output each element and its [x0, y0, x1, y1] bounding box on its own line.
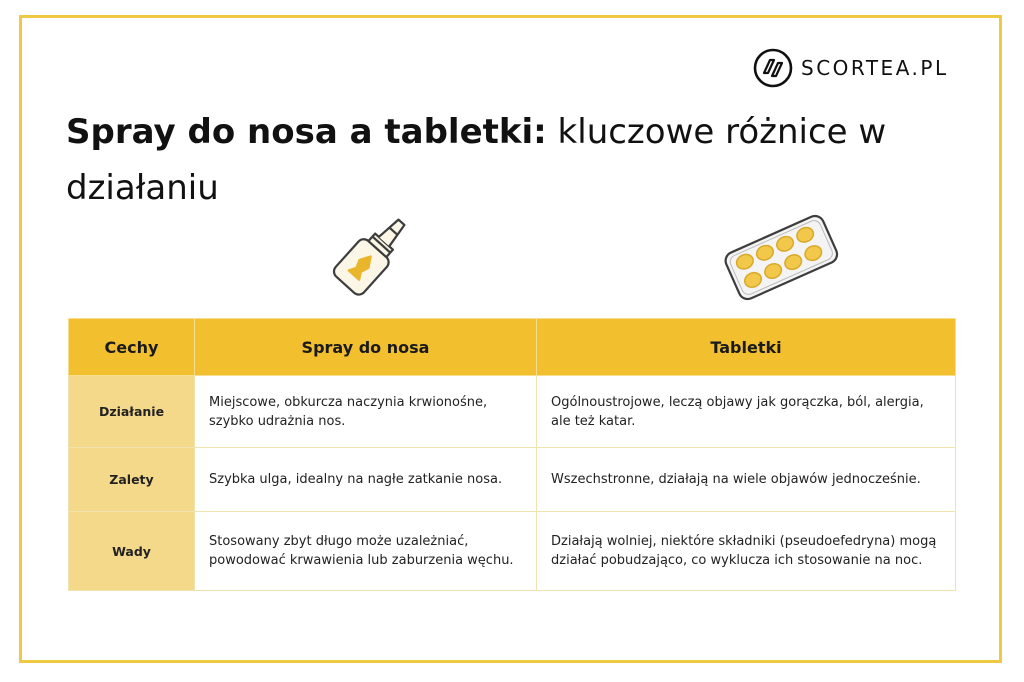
header-cechy: Cechy	[69, 319, 195, 376]
feature-cell: Działanie	[69, 376, 195, 448]
tablets-cell: Wszechstronne, działają na wiele objawów jednocześnie.	[537, 448, 956, 512]
tablets-cell: Ogólnoustrojowe, leczą objawy jak gorączka, ból, alergia, ale też katar.	[537, 376, 956, 448]
title-rest: kluczowe różnice w działaniu	[66, 112, 887, 208]
scortea-logo-icon	[753, 48, 793, 88]
nasal-spray-icon	[322, 203, 422, 303]
brand-logo[interactable]	[753, 48, 949, 88]
header-spray: Spray do nosa	[195, 319, 537, 376]
brand-name: SCORTEA.PL	[801, 56, 949, 80]
pill-blister-icon	[716, 205, 844, 309]
feature-cell: Wady	[69, 512, 195, 591]
table-header-row	[69, 319, 956, 376]
header-tabletki: Tabletki	[537, 319, 956, 376]
feature-cell: Zalety	[69, 448, 195, 512]
tablets-cell: Działają wolniej, niektóre składniki (pseudoefedryna) mogą działać pobudzająco, co wyklucza ich stosowanie na noc.	[537, 512, 956, 591]
table-row	[69, 376, 956, 448]
table-row	[69, 512, 956, 591]
spray-cell: Miejscowe, obkurcza naczynia krwionośne, szybko udrażnia nos.	[195, 376, 537, 448]
title-bold: Spray do nosa a tabletki:	[66, 112, 547, 152]
table-row	[69, 448, 956, 512]
comparison-table	[68, 318, 956, 591]
spray-cell: Stosowany zbyt długo może uzależniać, powodować krwawienia lub zaburzenia węchu.	[195, 512, 537, 591]
spray-cell: Szybka ulga, idealny na nagłe zatkanie nosa.	[195, 448, 537, 512]
page-title	[66, 104, 926, 216]
